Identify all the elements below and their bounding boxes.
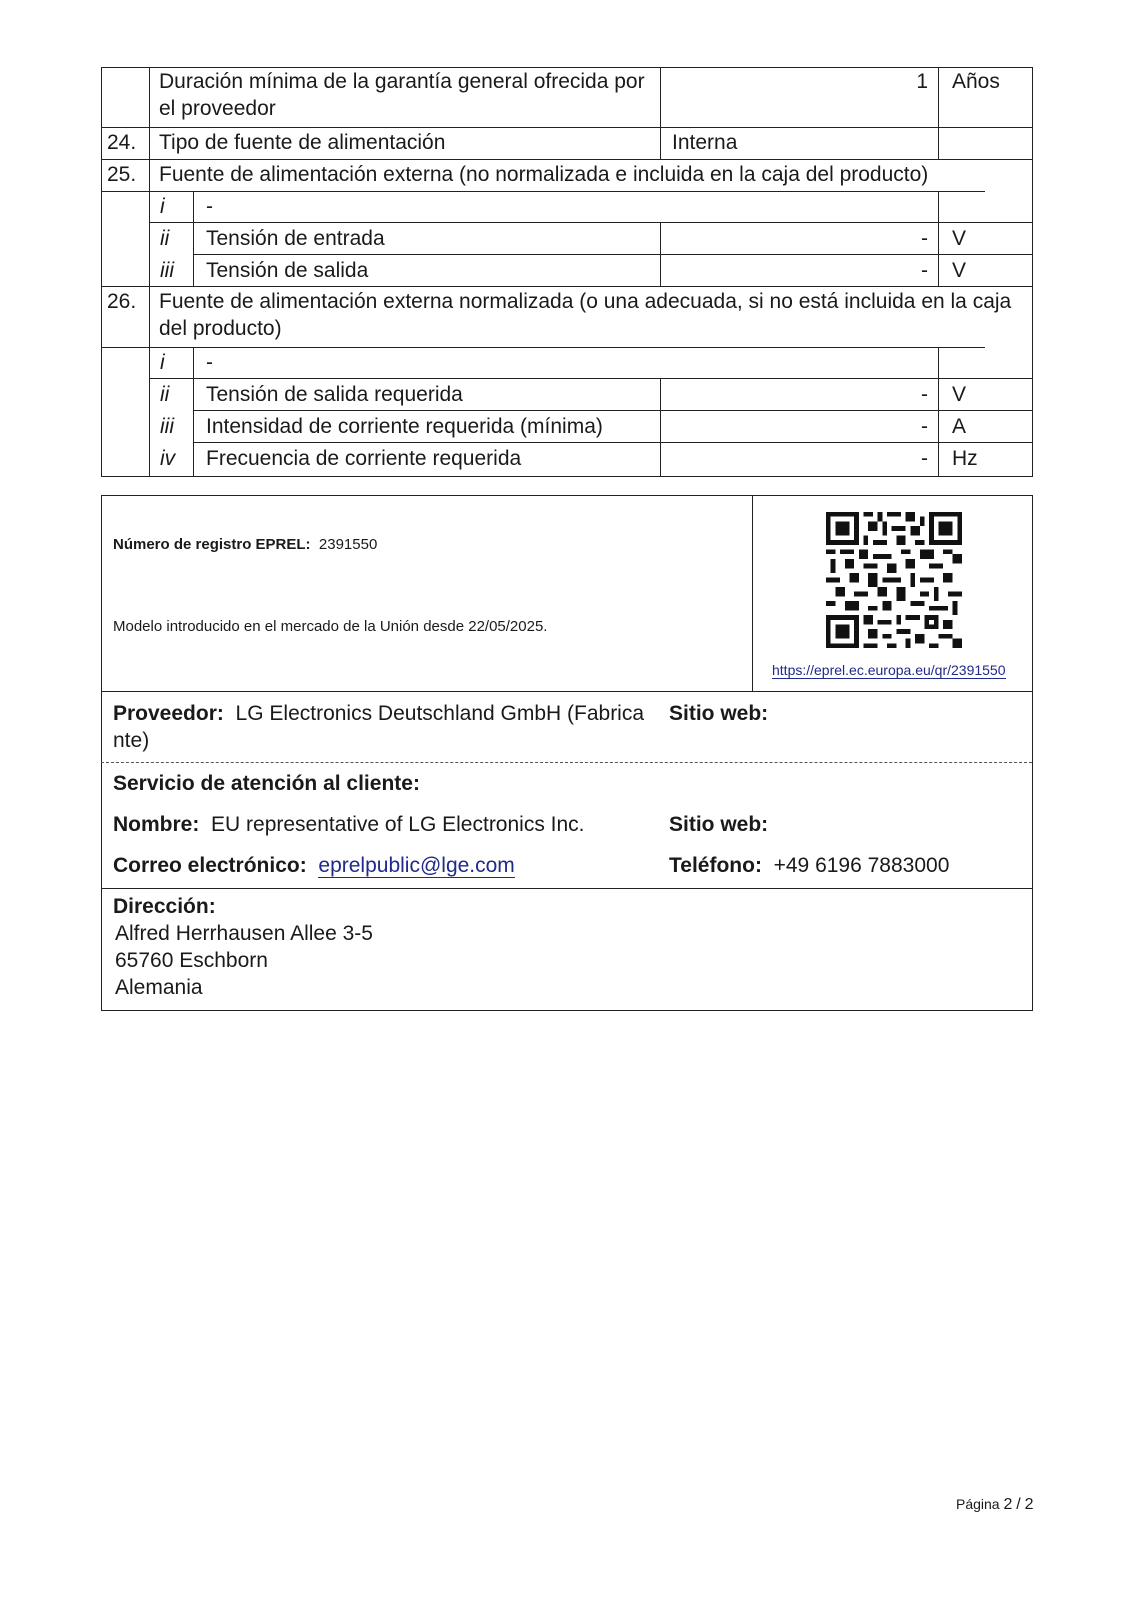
supplier-label: Proveedor: [113,702,224,725]
row-26-sub-idx: ii [160,383,170,406]
row-25-sub-label: - [206,195,213,218]
service-phone-value: +49 6196 7883000 [773,854,950,877]
row-25-sub-value: - [921,259,928,282]
row-26-sub-idx: iii [160,415,174,438]
row-25-sub-idx: i [160,195,165,218]
service-name-value: EU representative of LG Electronics Inc. [211,813,585,836]
address-line-1: Alfred Herrhausen Allee 3-5 [115,922,373,945]
row-26-sub-value: - [921,415,928,438]
row-25-num: 25. [107,163,137,186]
supplier-website-label: Sitio web: [669,702,769,725]
row-26-sub-value: - [921,383,928,406]
warranty-label-cont: el proveedor [159,97,276,120]
address-line-3: Alemania [115,976,203,999]
row-25-sub-unit: V [952,259,967,282]
page-number [956,1494,1034,1515]
address-label: Dirección: [113,895,216,918]
row-25-label: Fuente de alimentación externa (no normalizada e incluida en la caja del producto) [159,163,929,186]
row-26-sub-unit: V [952,383,967,406]
address-line-2: 65760 Eschborn [115,949,268,972]
row-24-value: Interna [672,131,738,154]
eprel-qr-link[interactable]: https://eprel.ec.europa.eu/qr/2391550 [772,662,1006,678]
page-sep: / [1016,1496,1021,1513]
row-25-sub-label: Tensión de salida [206,259,369,282]
service-email-link[interactable]: eprelpublic@lge.com [318,854,515,877]
warranty-unit: Años [952,70,1000,93]
row-25-sub-unit: V [952,227,967,250]
service-phone-label: Teléfono: [669,854,762,877]
page-label: Página [956,1496,1000,1512]
page-total: 2 [1024,1496,1034,1513]
row-26-sub-idx: iv [160,447,176,470]
service-name-label: Nombre: [113,813,200,836]
row-26-sub-label: Intensidad de corriente requerida (mínima) [206,415,603,438]
page-current: 2 [1003,1496,1013,1513]
eprel-market-text: Modelo introducido en el mercado de la Unión desde 22/05/2025. [113,618,548,635]
service-heading: Servicio de atención al cliente: [113,772,420,795]
row-26-sub-label: Tensión de salida requerida [206,383,463,406]
row-24-num: 24. [107,131,137,154]
supplier-value-cont: nte) [113,729,150,752]
row-26-num: 26. [107,290,137,313]
row-25-sub-label: Tensión de entrada [206,227,385,250]
supplier-value: LG Electronics Deutschland GmbH (Fabrica [235,702,645,725]
qr-code-icon[interactable] [826,512,962,648]
warranty-label: Duración mínima de la garantía general ofrecida por [159,70,645,93]
row-26-sub-idx: i [160,351,165,374]
row-25-sub-idx: iii [160,259,174,282]
row-26-sub-label: - [206,351,213,374]
row-26-sub-value: - [921,447,928,470]
row-24-label: Tipo de fuente de alimentación [159,131,446,154]
row-26-sub-unit: A [952,415,967,438]
row-26-label: Fuente de alimentación externa normalizada (o una adecuada, si no está incluida en la caja [159,290,1012,313]
eprel-reg-value: 2391550 [318,536,378,553]
row-25-sub-idx: ii [160,227,170,250]
warranty-value: 1 [916,70,928,93]
row-25-sub-value: - [921,227,928,250]
row-26-sub-label: Frecuencia de corriente requerida [206,447,522,470]
row-26-sub-unit: Hz [952,447,978,470]
eprel-reg-label: Número de registro EPREL: [113,536,311,553]
row-26-label-cont: del producto) [159,317,282,340]
service-email-label: Correo electrónico: [113,854,307,877]
service-website-label: Sitio web: [669,813,769,836]
